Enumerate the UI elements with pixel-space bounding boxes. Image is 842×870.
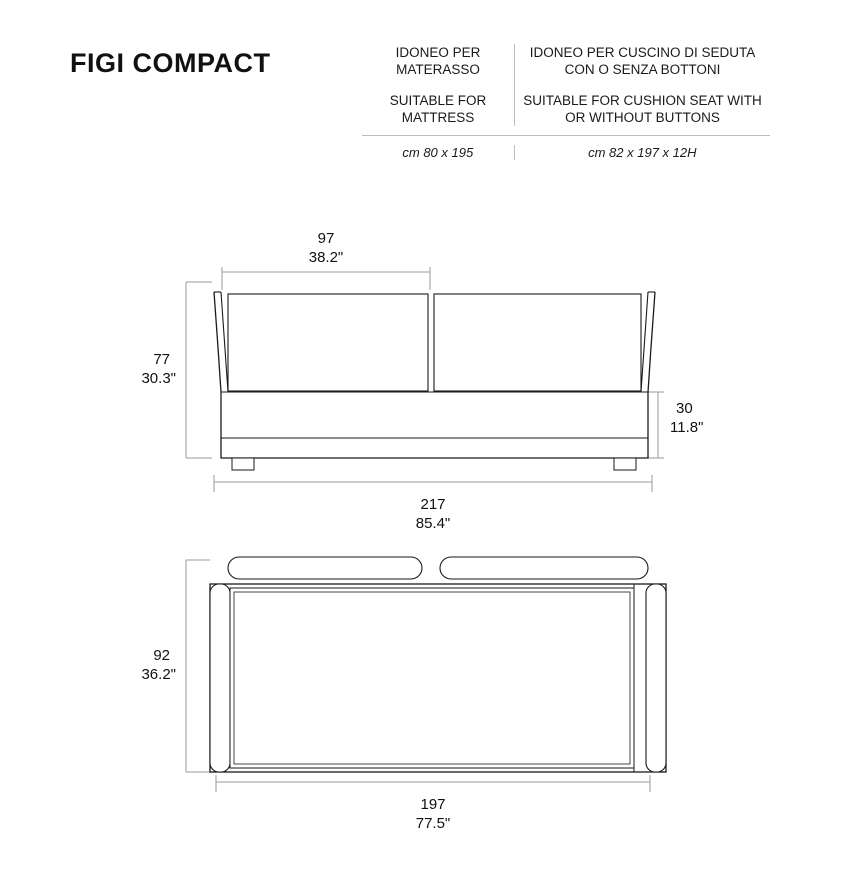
label-front-inner-width-in: 38.2" xyxy=(308,249,344,266)
label-plan-depth-cm: 92 xyxy=(153,647,170,664)
label-plan-depth-in: 36.2" xyxy=(141,666,176,683)
label-front-height-cm: 77 xyxy=(153,351,170,368)
label-plan-width-cm: 197 xyxy=(420,796,446,813)
front-elevation-drawing xyxy=(186,267,664,492)
drawings-container xyxy=(0,210,842,850)
label-total-width-in: 85.4" xyxy=(415,515,451,532)
specification-table xyxy=(362,44,770,160)
page-title: FIGI COMPACT xyxy=(70,48,271,78)
plan-view-drawing xyxy=(186,557,666,792)
spec-column-cushion xyxy=(514,44,770,126)
spec-mattress-italian: IDONEO PER MATERASSO xyxy=(395,45,481,77)
spec-cushion-italian: IDONEO PER CUSCINO DI SEDUTA CON O SENZA BOTTONI xyxy=(529,45,756,77)
label-front-height-in: 30.3" xyxy=(141,370,176,387)
label-front-inner-width-cm: 97 xyxy=(317,230,335,247)
label-total-width-cm: 217 xyxy=(420,496,446,513)
spec-mattress-dimension: cm 80 x 195 xyxy=(402,145,474,160)
spec-mattress-english: SUITABLE FOR MATTRESS xyxy=(389,93,487,125)
spec-cushion-dimension: cm 82 x 197 x 12H xyxy=(514,145,770,160)
label-seat-height-cm: 30 xyxy=(676,400,693,417)
spec-cushion-english: SUITABLE FOR CUSHION SEAT WITH OR WITHOUT BUTTONS xyxy=(523,93,762,125)
label-seat-height-in: 11.8" xyxy=(670,419,704,436)
label-plan-width-in: 77.5" xyxy=(415,815,451,832)
spec-column-mattress xyxy=(362,44,514,126)
